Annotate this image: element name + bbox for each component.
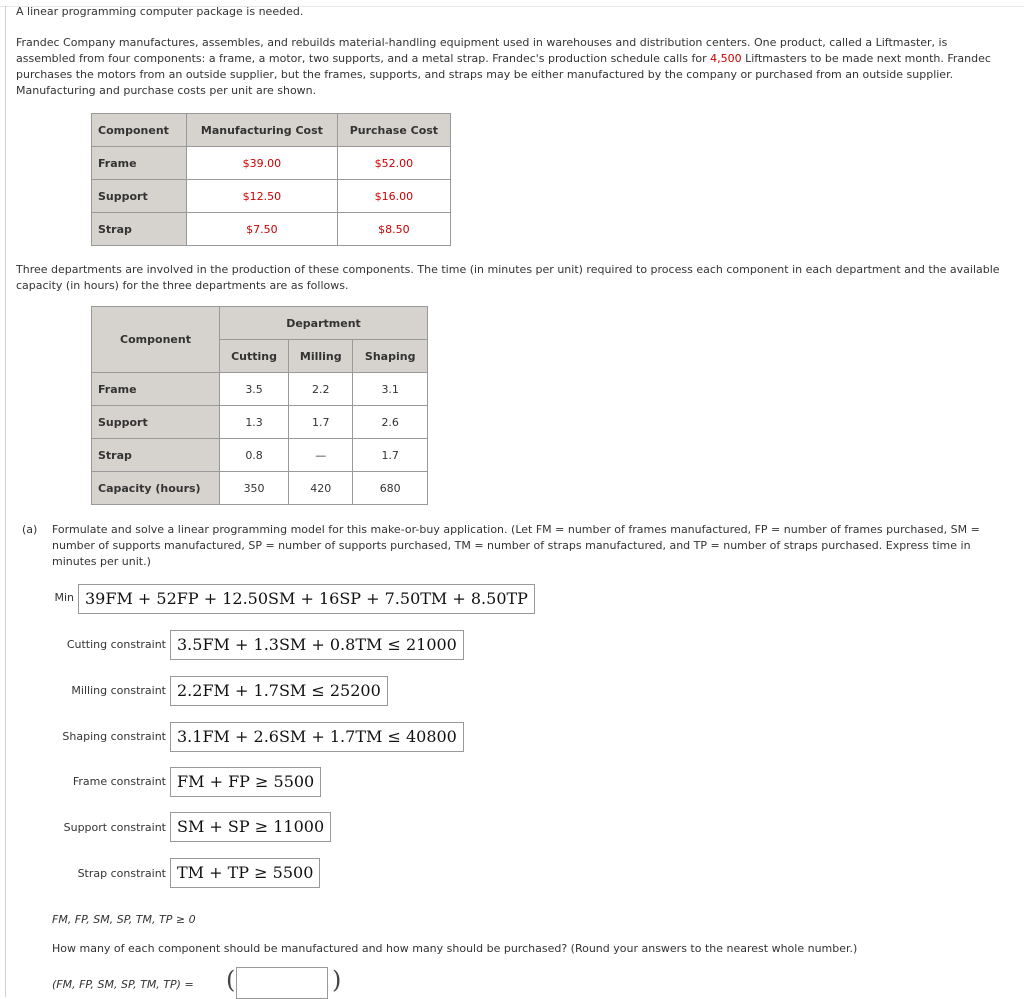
department-table: Component Department Cutting Milling Shaping Frame 3.5 2.2 3.1 Support 1.3 1.7 2.6 Strap 0.8 — 1.7 Capacity (hours) 350 420 680	[91, 306, 428, 505]
problem-paragraph: Frandec Company manufactures, assembles, and rebuilds material-handling equipment used in warehouses and distribution centers. One product, called a Liftmaster, is assembled from four components: a frame, a motor, two supports, and a metal strap. Frandec's production schedule calls for 4,500 Liftmasters to be made next month. Frandec purchases the motors from an outside supplier, but the frames, supports, and straps may be either manufactured by the company or purchased from an outside supplier. Manufacturing and purchase costs per unit are shown.	[16, 36, 991, 97]
answer-close-paren: )	[332, 966, 342, 994]
objective-label: Min	[54, 591, 74, 604]
answer-input[interactable]	[236, 967, 328, 999]
table-row: Frame $39.00 $52.00	[92, 147, 451, 180]
shaping-constraint-input[interactable]: 3.1FM + 2.6SM + 1.7TM ≤ 40800	[170, 722, 464, 752]
objective-input[interactable]: 39FM + 52FP + 12.50SM + 16SP + 7.50TM + 8.50TP	[78, 584, 535, 614]
table-row: Support $12.50 $16.00	[92, 180, 451, 213]
strap-constraint-input[interactable]: TM + TP ≥ 5500	[170, 858, 320, 888]
frame-constraint-input[interactable]: FM + FP ≥ 5500	[170, 767, 321, 797]
cutting-constraint-input[interactable]: 3.5FM + 1.3SM + 0.8TM ≤ 21000	[170, 630, 464, 660]
table-row: Support 1.3 1.7 2.6	[92, 406, 428, 439]
table-row: Capacity (hours) 350 420 680	[92, 472, 428, 505]
liftmaster-quantity: 4,500	[710, 52, 742, 65]
frame-constraint-label: Frame constraint	[72, 775, 166, 788]
question-text: How many of each component should be manufactured and how many should be purchased? (Round your answers to the nearest whole number.)	[52, 942, 858, 955]
answer-open-paren: (	[226, 966, 236, 994]
intro-text: A linear programming computer package is needed.	[16, 5, 304, 18]
cutting-constraint-label: Cutting constraint	[66, 638, 166, 651]
left-divider	[5, 6, 6, 997]
answer-label: (FM, FP, SM, SP, TM, TP) =	[52, 978, 194, 991]
table-row: Strap $7.50 $8.50	[92, 213, 451, 246]
support-constraint-input[interactable]: SM + SP ≥ 11000	[170, 812, 331, 842]
table-row: Strap 0.8 — 1.7	[92, 439, 428, 472]
nonnegativity-constraint: FM, FP, SM, SP, TM, TP ≥ 0	[52, 913, 196, 926]
support-constraint-label: Support constraint	[63, 821, 166, 834]
departments-paragraph: Three departments are involved in the production of these components. The time (in minutes per unit) required to process each component in each department and the available capacity (in hours) for the three departments are as follows.	[16, 263, 1000, 292]
milling-constraint-label: Milling constraint	[71, 684, 166, 697]
table-row: Frame 3.5 2.2 3.1	[92, 373, 428, 406]
shaping-constraint-label: Shaping constraint	[62, 730, 166, 743]
part-a-text: Formulate and solve a linear programming model for this make-or-buy application. (Let FM = number of frames manufactured, FP = number of frames purchased, SM = number of supports manufactured, SP = number of supports purchased, TM = number of straps manufactured, and TP = number of straps purchased. Express time in minutes per unit.)	[52, 523, 980, 568]
strap-constraint-label: Strap constraint	[77, 867, 166, 880]
cost-table: Component Manufacturing Cost Purchase Cost Frame $39.00 $52.00 Support $12.50 $16.00 Strap $7.50 $8.50	[91, 113, 451, 246]
part-a-label: (a)	[22, 523, 38, 536]
milling-constraint-input[interactable]: 2.2FM + 1.7SM ≤ 25200	[170, 676, 388, 706]
